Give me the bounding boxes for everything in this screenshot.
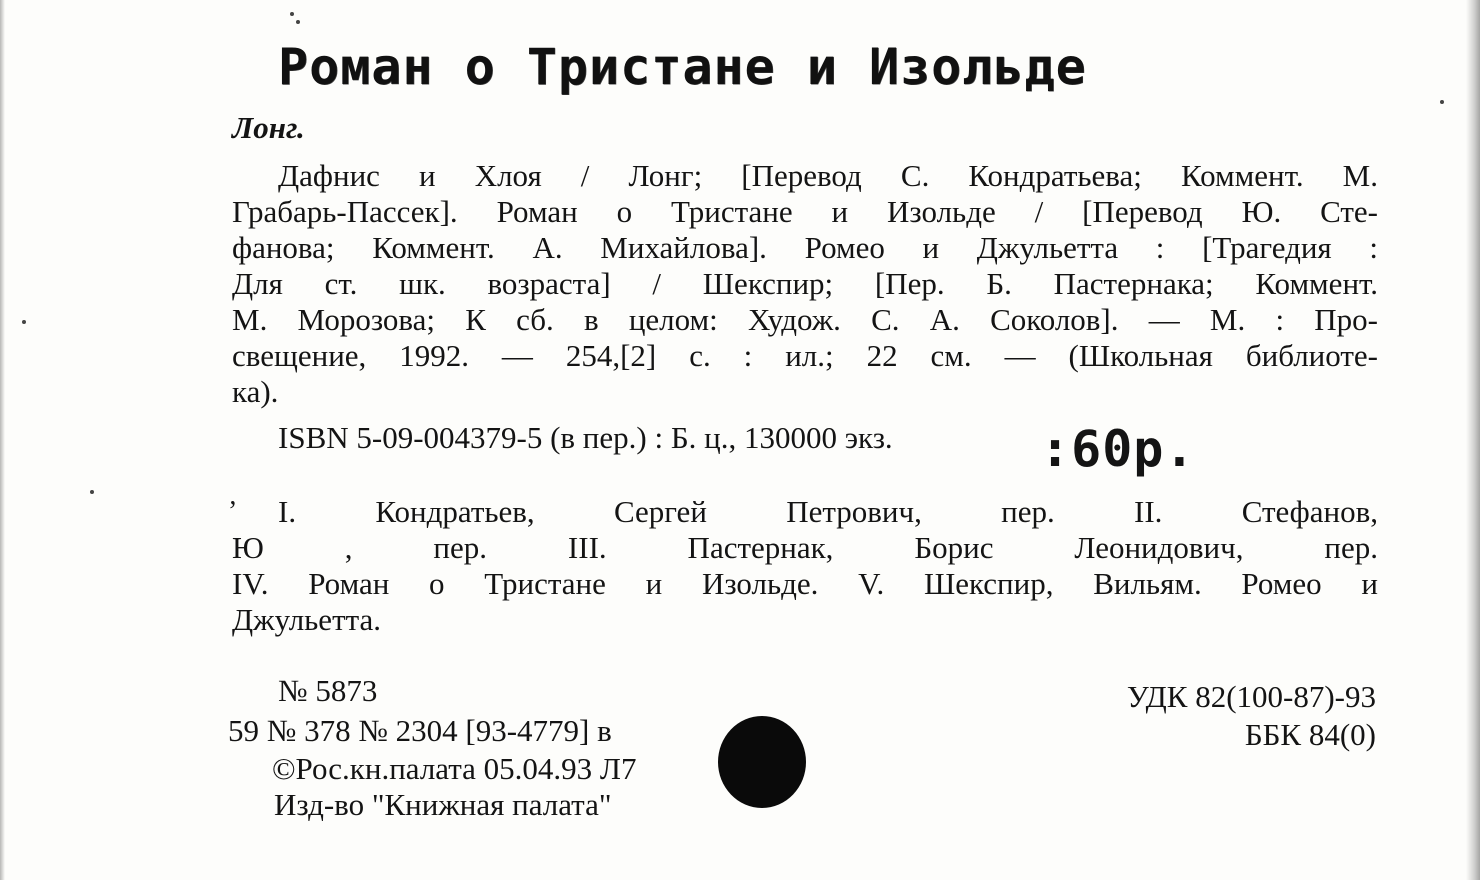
publisher-line: Изд-во "Книжная палата": [274, 787, 612, 822]
ink-speck: [296, 20, 300, 24]
registration-number: № 5873: [278, 673, 378, 708]
author-heading: Лонг.: [232, 110, 305, 145]
description-line: Для ст. шк. возраста] / Шекспир; [Пер. Б. Пастернака; Коммент.: [232, 266, 1378, 301]
punch-hole: [718, 716, 806, 808]
description-line: ка).: [232, 374, 279, 409]
copyright-line: ©Рос.кн.палата 05.04.93 Л7: [272, 751, 637, 786]
description-line: Дафнис и Хлоя / Лонг; [Перевод С. Кондратьева; Коммент. М.: [278, 158, 1378, 193]
description-line: М. Морозова; К сб. в целом: Худож. С. А. Соколов]. — М. : Про-: [232, 302, 1378, 337]
tracing-line: I. Кондратьев, Сергей Петрович, пер. II. Стефанов,: [278, 494, 1378, 529]
tracing-line: IV. Роман о Тристане и Изольде. V. Шекспир, Вильям. Ромео и: [232, 566, 1378, 601]
tracing-line: Ю , пер. III. Пастернак, Борис Леонидович, пер.: [232, 530, 1378, 565]
ink-speck: [90, 490, 94, 494]
description-line: Грабарь-Пассек]. Роман о Тристане и Изольде / [Перевод Ю. Сте-: [232, 194, 1378, 229]
udk-code: УДК 82(100-87)-93: [1126, 679, 1376, 714]
description-line: фанова; Коммент. А. Михайлова]. Ромео и Джульетта : [Трагедия :: [232, 230, 1378, 265]
ink-speck: [1440, 100, 1444, 104]
bbk-code: ББК 84(0): [1244, 717, 1376, 752]
price-note: :60р.: [1040, 420, 1196, 478]
registration-numbers: 59 № 378 № 2304 [93-4779] в: [228, 713, 612, 748]
tracing-line: Джульетта.: [232, 602, 382, 637]
card-right-edge: [1466, 0, 1480, 880]
ink-speck: [22, 320, 26, 324]
isbn-line: ISBN 5-09-004379-5 (в пер.) : Б. ц., 130000 экз.: [278, 420, 893, 455]
typed-title: Роман о Тристане и Изольде: [278, 38, 1087, 96]
ink-speck: [290, 12, 294, 16]
description-line: свещение, 1992. — 254,[2] с. : ил.; 22 см. — (Школьная библиоте-: [232, 338, 1378, 373]
card-left-edge: [0, 0, 5, 880]
tick-mark: ’: [228, 496, 238, 527]
